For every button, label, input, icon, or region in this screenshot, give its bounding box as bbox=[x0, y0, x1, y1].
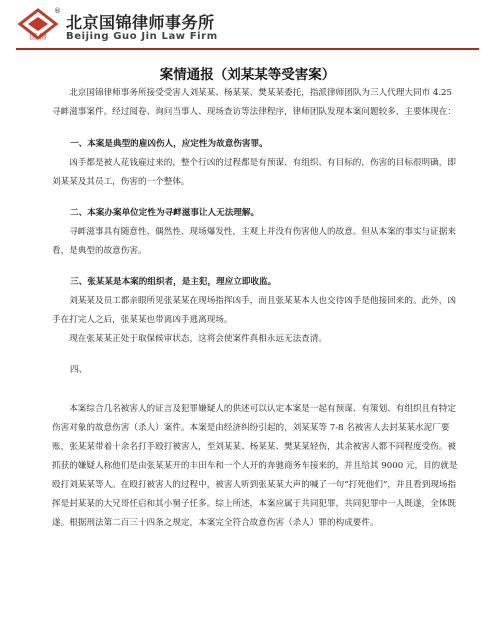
document-title: 案情通报（刘某某等受害案） bbox=[159, 67, 336, 83]
header-rule bbox=[16, 48, 479, 50]
intro-paragraph: 北京国锦律师事务所接受受害人刘某某、杨某某、樊某某委托，指派律师团队为三人代理大同市 4.25 寻衅滋事案件。经过阅卷、询问当事人、现场查访等法律程序，律师团队发现本案问题较多，主要体现在： bbox=[52, 88, 456, 117]
section-heading-4: 四、 bbox=[70, 365, 88, 375]
firm-name-cn: 北京国锦律师事务所 bbox=[66, 13, 215, 32]
section-paragraph: 本案综合几名被害人的证言及犯罪嫌疑人的供述可以认定本案是一起有预谋、有策划、有组织且有特定伤害对象的故意伤害（杀人）案件。本案是由经济纠纷引起的，刘某某等 7-8 名被害人去封某某水泥厂要账，张某某带着十余名打手殴打被害人，至刘某某、杨某某、樊某某轻伤，其余被害人都不同程度受伤。被抓获的嫌疑人称他们是由张某某开的丰田车和一个人开的奔驰商务车接来的，并且给其 9000 元，目的就是殴打刘某某等人。在殴打被害人的过程中，被害人听到张某某大声的喊了一句“打死他们”，并且看到现场指挥是封某某的大兄哥任启和其小舅子任多。综上所述，本案应属于共同犯罪，共同犯罪中一人既遂，全体既遂。根据刑法第二百三十四条之规定，本案完全符合故意伤害（杀人）罪的构成要件。 bbox=[52, 404, 458, 528]
document-body bbox=[52, 84, 462, 533]
section-paragraph: 寻衅滋事具有随意性、偶然性、现场爆发性，主观上并没有伤害他人的故意。但从本案的事实与证据来看，是典型的故意伤害。 bbox=[52, 227, 456, 256]
section-paragraph: 刘某某及员工都亲眼所见张某某在现场指挥凶手，而且张某某本人也交待凶手是他接回来的。此外，凶手在打完人之后，张某某也带离凶手逃离现场。 bbox=[52, 296, 456, 325]
section-heading-3: 三、张某某是本案的组织者，是主犯，理应立即收监。 bbox=[70, 277, 277, 287]
section-heading-1: 一、本案是典型的雇凶伤人，应定性为故意伤害罪。 bbox=[70, 139, 268, 149]
firm-name-en: Beijing Guo Jin Law Firm bbox=[66, 31, 218, 42]
registered-mark: ® bbox=[54, 7, 61, 15]
section-paragraph: 凶手都是被人花钱雇过来的，整个行凶的过程都是有预谋、有组织、有目标的，伤害的目标很明确，即刘某某及其员工，伤害的一个整体。 bbox=[52, 158, 456, 187]
section-paragraph: 现在张某某正处于取保候审状态，这将会使案件真相永远无法查清。 bbox=[69, 334, 328, 344]
section-heading-2: 二、本案办案单位定性为寻衅滋事让人无法理解。 bbox=[70, 208, 260, 218]
letterhead bbox=[0, 0, 495, 48]
logo-caption: 国锦 bbox=[29, 32, 49, 41]
